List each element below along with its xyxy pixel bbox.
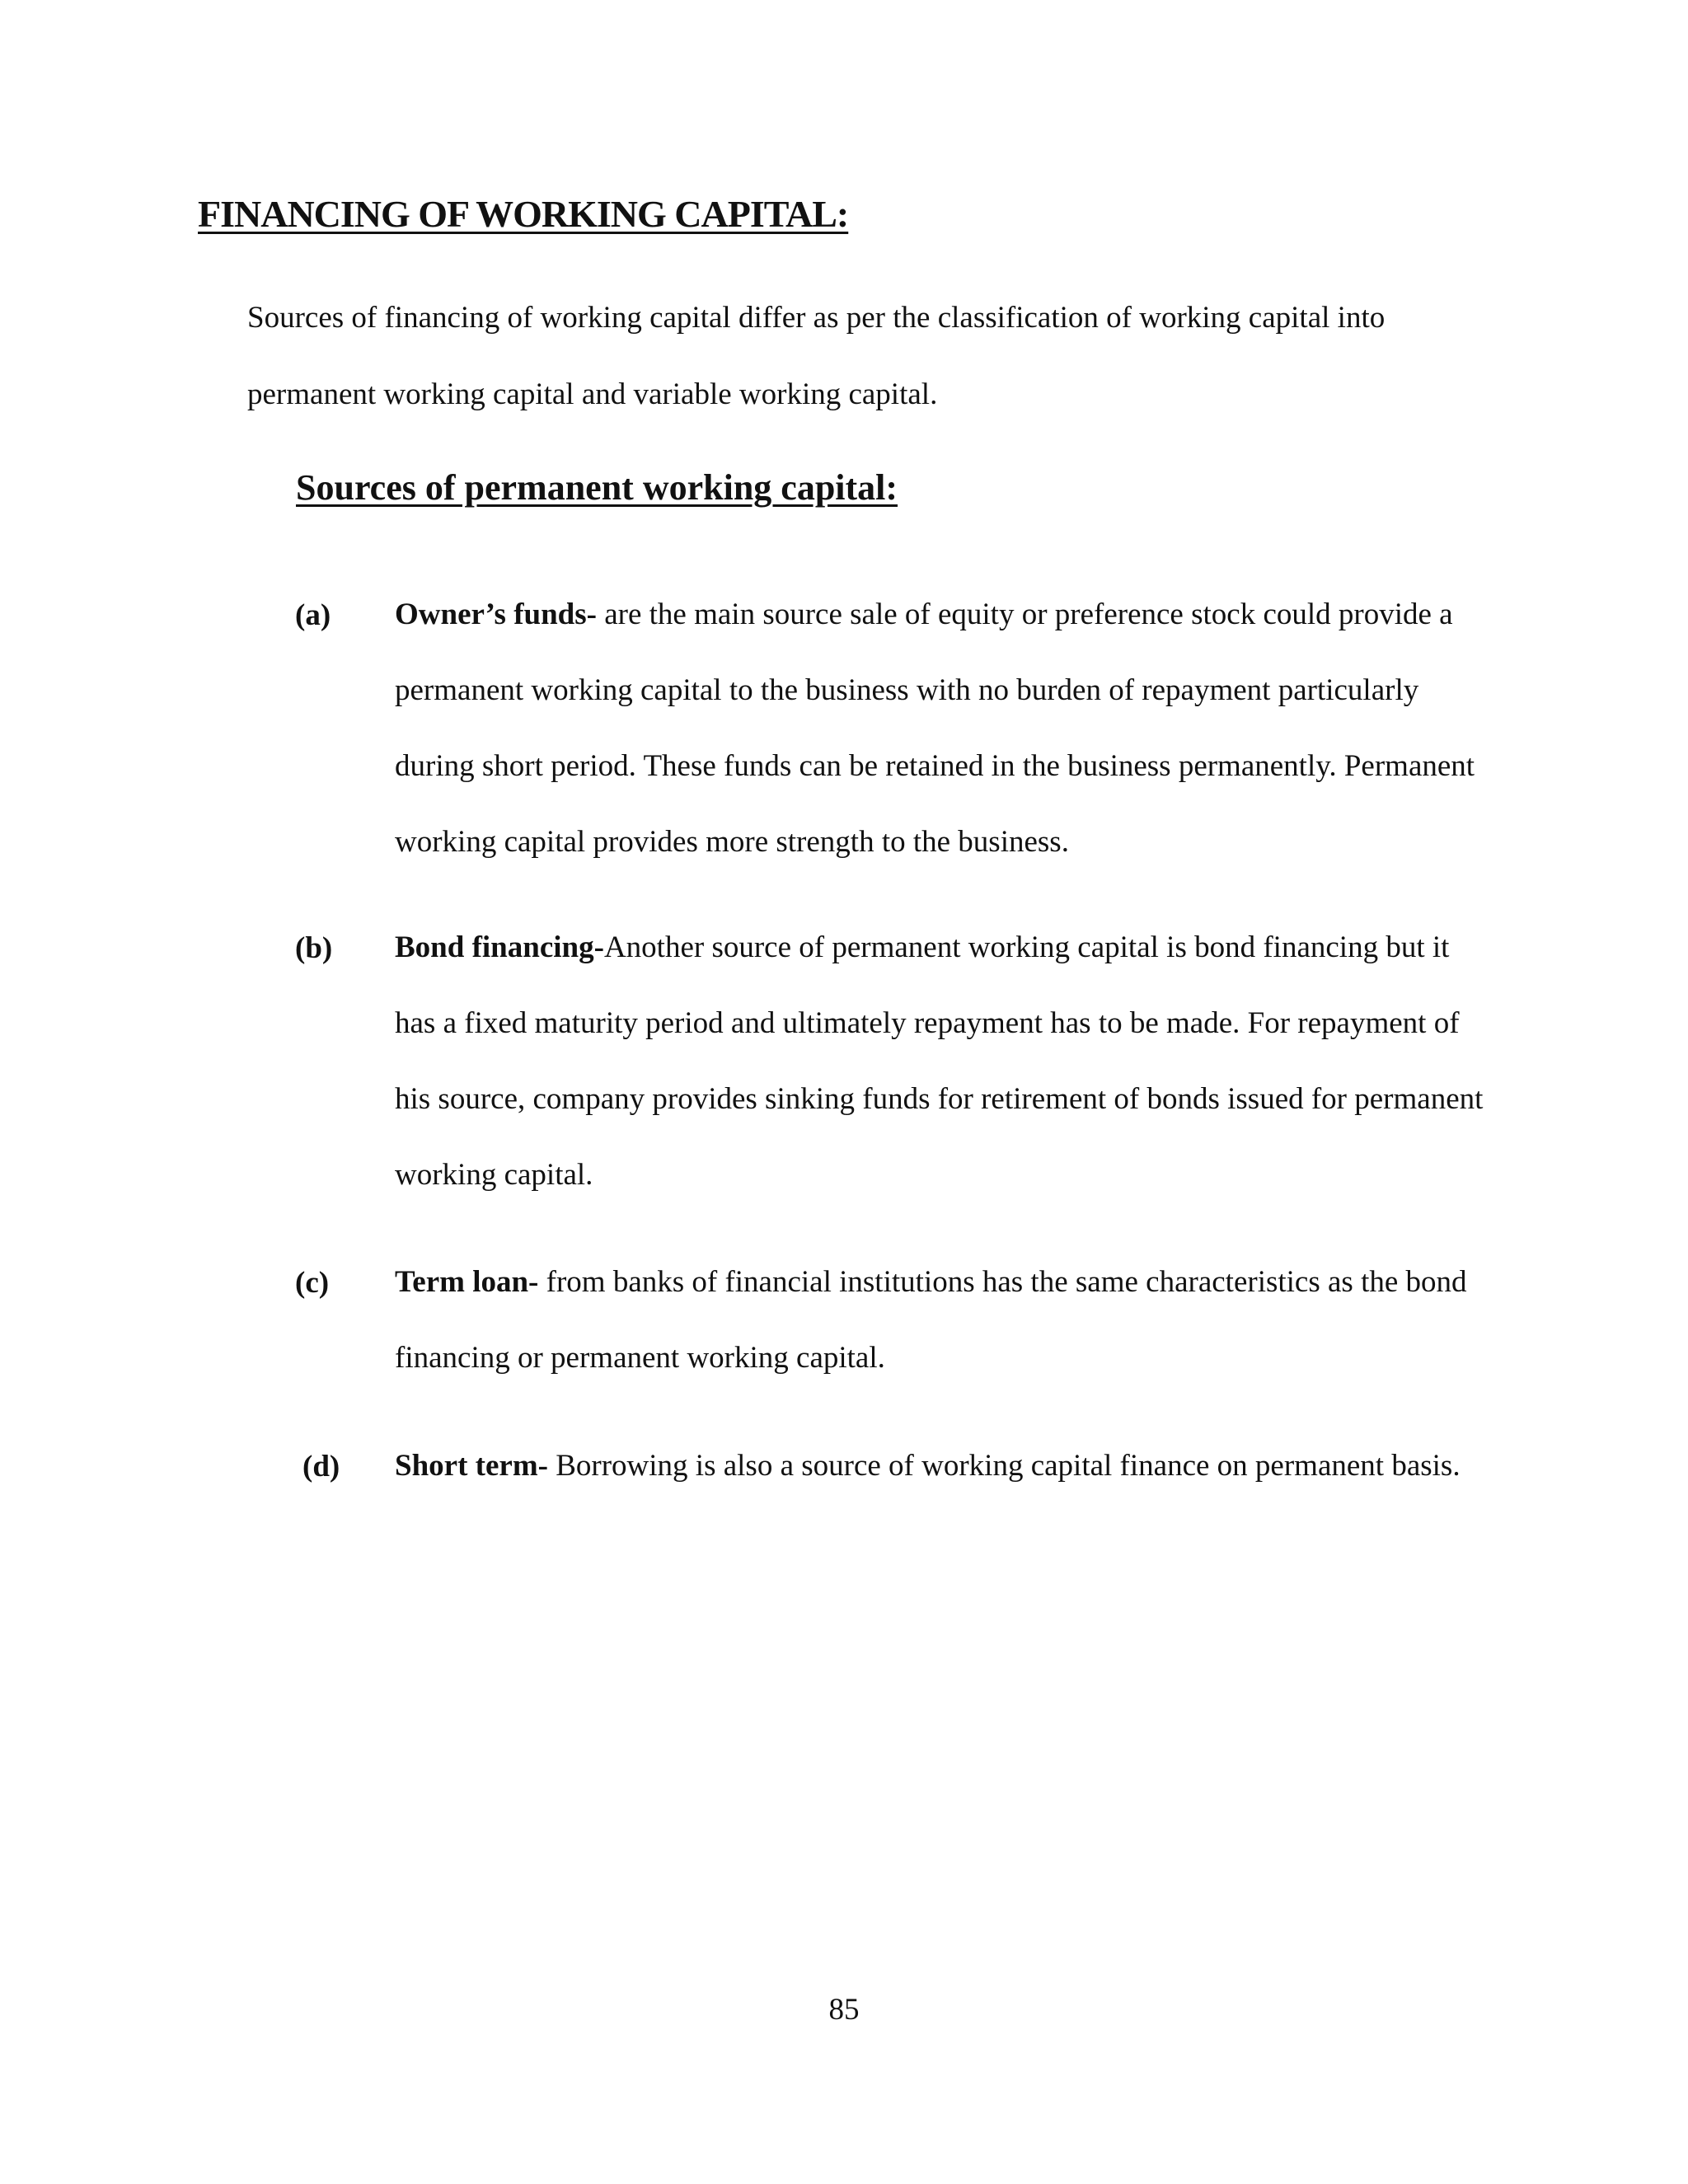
list-item-marker: (a) xyxy=(295,598,331,632)
page-heading: FINANCING OF WORKING CAPITAL: xyxy=(198,193,849,235)
list-item-marker: (d) xyxy=(302,1450,340,1483)
list-item-marker: (c) xyxy=(295,1266,330,1300)
section-subheading: Sources of permanent working capital: xyxy=(296,467,898,508)
list-item-description: from banks of financial institutions has the same characteristics as the bond financing or permanent working capital. xyxy=(395,1265,1467,1375)
list-item-title: Short term- xyxy=(395,1449,548,1483)
list-item-description: Borrowing is also a source of working capital finance on permanent basis. xyxy=(547,1449,1461,1483)
list-item-body xyxy=(395,577,1487,880)
intro-paragraph: Sources of financing of working capital differ as per the classification of working capital into permanent working capital and variable working capital. xyxy=(247,301,1386,411)
list-item-marker: (b) xyxy=(295,931,333,965)
list-item-description: are the main source sale of equity or preference stock could provide a permanent working capital to the business with no burden of repayment particularly during short period. These funds can be retained in the business permanently. Permanent working capital provides more strength to the business. xyxy=(395,598,1475,859)
list-item-body xyxy=(395,910,1487,1213)
list-item-title: Term loan- xyxy=(395,1265,539,1299)
list-item-body xyxy=(395,1244,1487,1396)
list-item-title: Owner’s funds- xyxy=(395,598,597,631)
list-item-description: Another source of permanent working capital is bond financing but it has a fixed maturity period and ultimately repayment has to be made. For repayment of his source, company provides sinking funds for retirement of bonds issued for permanent working capital. xyxy=(395,930,1484,1192)
page-number: 85 xyxy=(828,1993,860,2027)
list-item-body xyxy=(395,1428,1487,1504)
list-item-title: Bond financing- xyxy=(395,930,604,964)
